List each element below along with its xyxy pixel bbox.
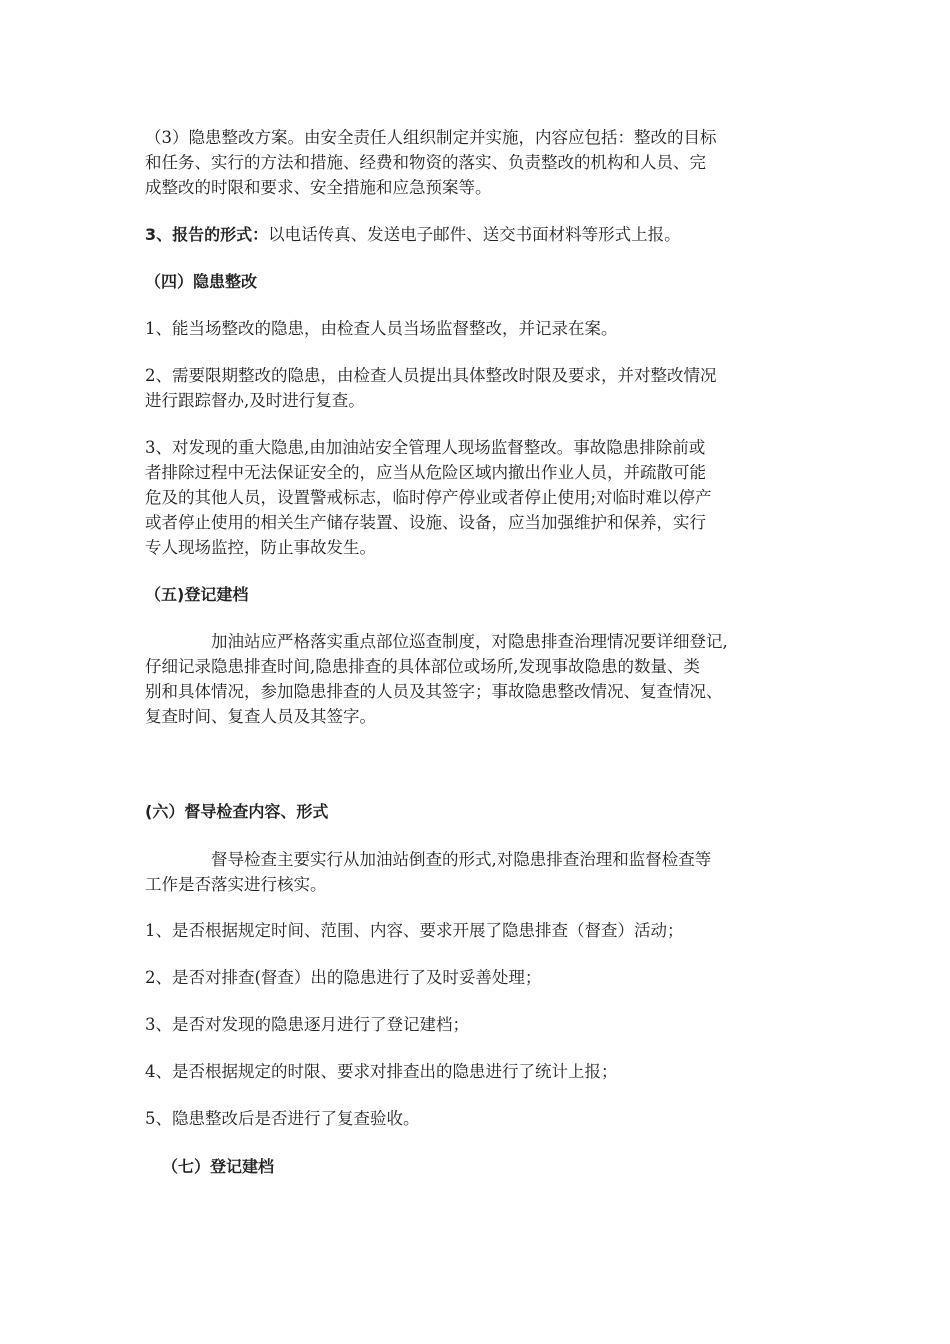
paragraph-item-1: 1、能当场整改的隐患，由检查人员当场监督整改，并记录在案。 <box>145 319 618 338</box>
text-line: 别和具体情况，参加隐患排查的人员及其签字；事故隐患整改情况、复查情况、 <box>145 682 723 701</box>
section-heading-5: （五)登记建档 <box>145 585 249 604</box>
paragraph-item-2 <box>145 363 813 413</box>
paragraph-registration <box>145 629 813 729</box>
check-item-3: 3、是否对发现的隐患逐月进行了登记建档； <box>145 1015 469 1034</box>
paragraph-supervision <box>145 847 813 897</box>
text-line: 成整改的时限和要求、安全措施和应急预案等。 <box>145 178 492 197</box>
text-line: 或者停止使用的相关生产储存装置、设施、设备，应当加强维护和保养，实行 <box>145 513 706 532</box>
text-line: 专人现场监控，防止事故发生。 <box>145 538 376 557</box>
text-line: 3、对发现的重大隐患,由加油站安全管理人现场监督整改。事故隐患排除前或 <box>145 438 706 457</box>
section-heading-6: (六）督导检查内容、形式 <box>145 802 329 821</box>
text-line: 督导检查主要实行从加油站倒查的形式,对隐患排查治理和监督检查等 <box>211 850 712 869</box>
text-line: 进行跟踪督办,及时进行复查。 <box>145 391 365 410</box>
section-heading-4: （四）隐患整改 <box>145 272 258 291</box>
text-line: 复查时间、复查人员及其签字。 <box>145 707 376 726</box>
text-line: 者排除过程中无法保证安全的，应当从危险区域内撤出作业人员，并疏散可能 <box>145 463 706 482</box>
text-line: （3）隐患整改方案。由安全责任人组织制定并实施，内容应包括：整改的目标 <box>145 128 717 147</box>
text-line: 工作是否落实进行核实。 <box>145 875 327 894</box>
check-item-5: 5、隐患整改后是否进行了复查验收。 <box>145 1109 420 1128</box>
paragraph-item-3 <box>145 435 813 560</box>
text-line: 2、需要限期整改的隐患，由检查人员提出具体整改时限及要求，并对整改情况 <box>145 366 717 385</box>
text-line: 仔细记录隐患排查时间,隐患排查的具体部位或场所,发现事故隐患的数量、类 <box>145 657 700 676</box>
check-item-2: 2、是否对排查(督查）出的隐患进行了及时妥善处理； <box>145 968 542 987</box>
section-heading-7: （七）登记建档 <box>162 1157 275 1176</box>
paragraph-rectification-plan <box>145 125 813 200</box>
report-form-label: 3、报告的形式： <box>145 225 269 244</box>
check-item-4: 4、是否根据规定的时限、要求对排查出的隐患进行了统计上报； <box>145 1062 618 1081</box>
text-line: 和任务、实行的方法和措施、经费和物资的落实、负责整改的机构和人员、完 <box>145 153 706 172</box>
text-line: 加油站应严格落实重点部位巡查制度，对隐患排查治理情况要详细登记, <box>211 632 728 651</box>
text-line: 危及的其他人员，设置警戒标志，临时停产停业或者停止使用;对临时难以停产 <box>145 488 712 507</box>
check-item-1: 1、是否根据规定时间、范围、内容、要求开展了隐患排查（督查）活动； <box>145 921 684 940</box>
report-form-text: 以电话传真、发送电子邮件、送交书面材料等形式上报。 <box>268 225 681 244</box>
paragraph-report-form <box>145 222 813 247</box>
